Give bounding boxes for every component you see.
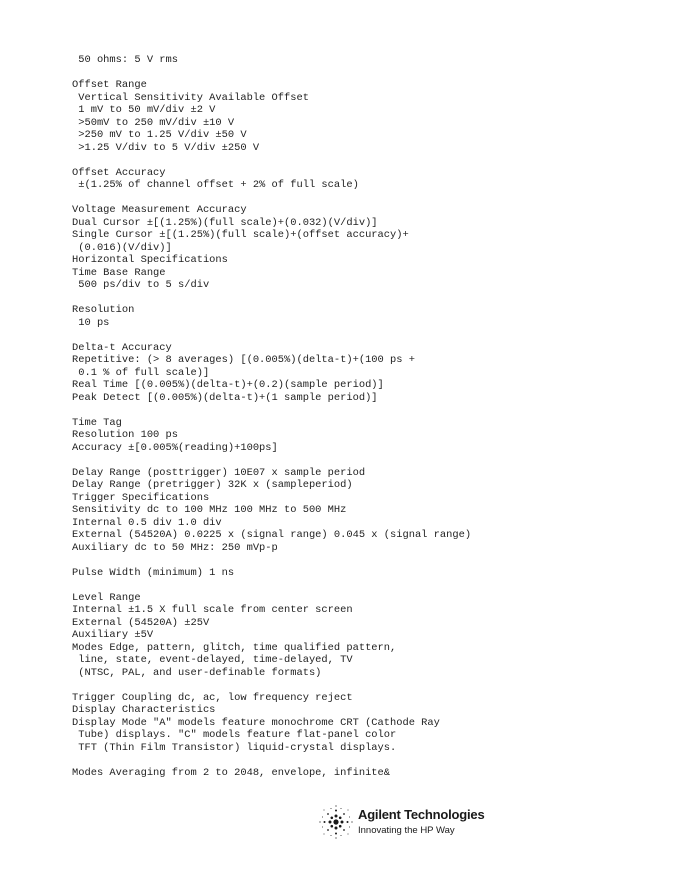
blank-line [72,292,662,305]
blank-line [72,754,662,767]
spec-line: >250 mV to 1.25 V/div ±50 V [72,129,247,141]
spec-line: 1 mV to 50 mV/div ±2 V [72,104,216,116]
spec-line: Vertical Sensitivity Available Offset [72,91,309,104]
spec-line: Resolution [72,304,135,316]
spec-line: Modes Edge, pattern, glitch, time qualified pattern, [72,641,397,654]
spec-line: Modes Averaging from 2 to 2048, envelope, infinite& [72,766,391,779]
spec-line: Trigger Specifications [72,491,210,504]
spec-line: Offset Accuracy [72,166,166,179]
spec-line: Peak Detect [(0.005%)(delta-t)+(1 sample period)] [72,391,378,404]
blank-line [72,329,662,342]
spec-line: Delay Range (pretrigger) 32K x (sampleperiod) [72,479,353,491]
blank-line [72,67,662,80]
spec-line: Single Cursor ±[(1.25%)(full scale)+(offset accuracy)+ [72,229,409,241]
spec-line: Sensitivity dc to 100 MHz 100 MHz to 500 MHz [72,504,347,516]
agilent-logo [318,804,518,842]
blank-line [72,454,662,467]
spec-line: Display Characteristics [72,704,216,716]
spec-line: External (54520A) ±25V [72,616,210,629]
spec-line: Time Tag [72,416,122,429]
spec-line: 0.1 % of full scale)] [72,366,210,379]
spec-line: Dual Cursor ±[(1.25%)(full scale)+(0.032)(V/div)] [72,216,378,229]
company-tagline: Innovating the HP Way [358,825,455,836]
blank-line [72,679,662,692]
spec-line: TFT (Thin Film Transistor) liquid-crystal displays. [72,741,397,754]
spec-line: Offset Range [72,79,147,91]
blank-line [72,404,662,417]
spec-line: Real Time [(0.005%)(delta-t)+(0.2)(sample period)] [72,379,384,391]
spec-line: (NTSC, PAL, and user-definable formats) [72,666,322,679]
spec-line: 500 ps/div to 5 s/div [72,279,210,291]
spec-line: >1.25 V/div to 5 V/div ±250 V [72,141,260,154]
company-name: Agilent Technologies [358,807,485,822]
spec-line: ±(1.25% of channel offset + 2% of full scale) [72,179,359,191]
spec-line: Auxiliary ±5V [72,629,154,641]
agilent-spark-icon [318,804,354,840]
blank-line [72,554,662,567]
spec-line: Delta-t Accuracy [72,341,172,354]
spec-line: 10 ps [72,316,110,329]
spec-text-block [72,54,662,779]
blank-line [72,192,662,205]
spec-line: line, state, event-delayed, time-delayed, TV [72,654,353,666]
spec-line: Accuracy ±[0.005%(reading)+100ps] [72,441,278,454]
spec-line: Tube) displays. "C" models feature flat-panel color [72,729,397,741]
blank-line [72,154,662,167]
spec-line: Voltage Measurement Accuracy [72,204,247,216]
spec-line: (0.016)(V/div)] [72,241,172,254]
spec-line: Trigger Coupling dc, ac, low frequency reject [72,691,353,704]
spec-line: Horizontal Specifications [72,254,228,266]
spec-line: >50mV to 250 mV/div ±10 V [72,116,235,129]
spec-line: Auxiliary dc to 50 MHz: 250 mVp-p [72,541,278,554]
spec-line: 50 ohms: 5 V rms [72,54,179,66]
spec-line: Internal ±1.5 X full scale from center screen [72,604,353,616]
spec-line: Pulse Width (minimum) 1 ns [72,566,235,579]
spec-line: Internal 0.5 div 1.0 div [72,516,222,529]
spec-line: External (54520A) 0.0225 x (signal range) 0.045 x (signal range) [72,529,472,541]
blank-line [72,579,662,592]
spec-line: Time Base Range [72,266,166,279]
spec-line: Repetitive: (> 8 averages) [(0.005%)(delta-t)+(100 ps + [72,354,415,366]
spec-line: Display Mode "A" models feature monochrome CRT (Cathode Ray [72,716,440,729]
spec-line: Delay Range (posttrigger) 10E07 x sample period [72,466,366,479]
spec-line: Level Range [72,591,141,604]
spec-line: Resolution 100 ps [72,429,179,441]
